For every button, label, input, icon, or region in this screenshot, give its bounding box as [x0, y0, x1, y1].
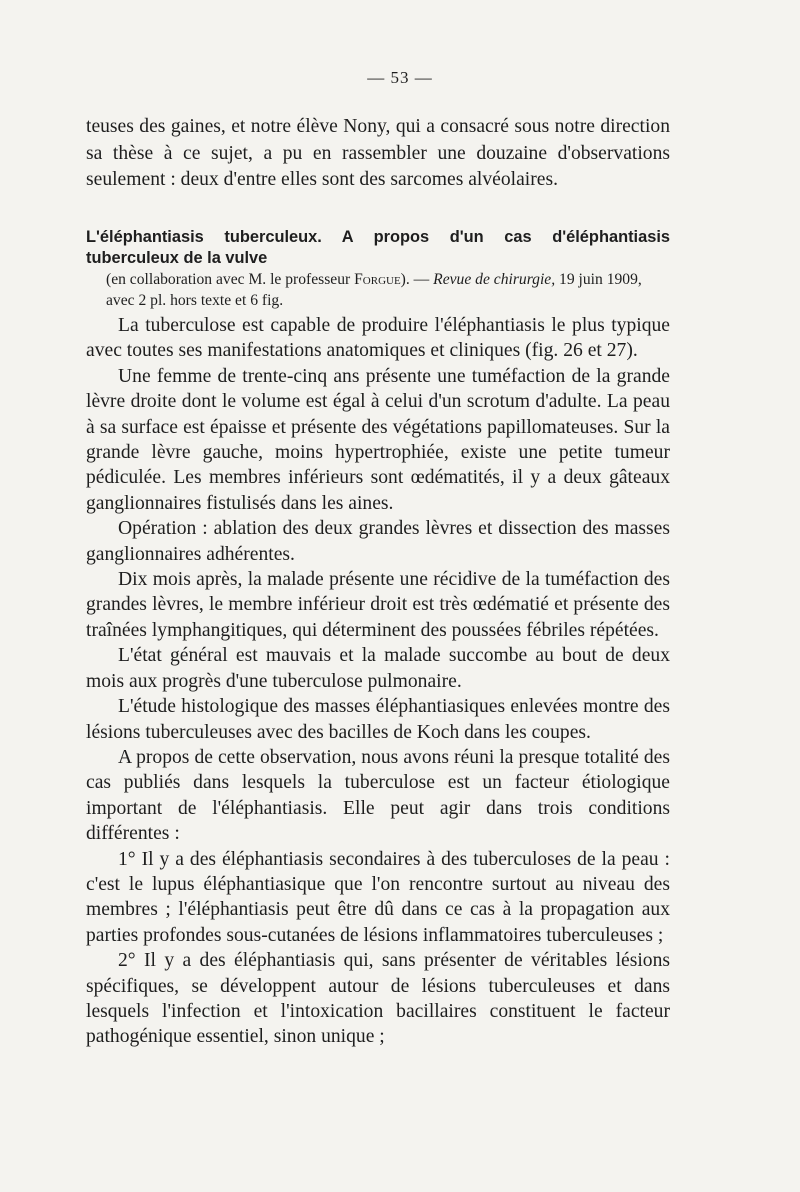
paragraph: Une femme de trente-cinq ans présente une tuméfaction de la grande lèvre droite dont le volume est égal à celui d'un scrotum d'adulte. La peau à sa surface est épaisse et présente des végétations papillomateuses. Sur la grande lèvre gauche, moins hypertrophiée, existe une petite tumeur pédiculée. Les membres inférieurs sont œdématités, il y a deux gâteaux ganglionnaires fistulisés dans les aines. — [86, 365, 670, 514]
reference-sep: ). — — [400, 271, 430, 288]
paragraph: La tuberculose est capable de produire l'éléphantiasis le plus typique avec toutes ses manifestations anatomiques et cliniques (fig. 26 et 27). — [86, 315, 670, 362]
paragraph: A propos de cette observation, nous avons réuni la presque totalité des cas publiés dans lesquels la tuberculose est un facteur étiologique important de l'éléphantiasis. Elle peut agir dans trois conditions différentes : — [86, 746, 670, 845]
paragraph: L'état général est mauvais et la malade succombe au bout de deux mois aux progrès d'une tuberculose pulmonaire. — [86, 645, 670, 692]
body-text — [86, 313, 670, 1050]
paragraph: L'étude histologique des masses éléphantiasiques enlevées montre des lésions tuberculeuses avec des bacilles de Koch dans les coupes. — [86, 696, 670, 743]
paragraph: Dix mois après, la malade présente une récidive de la tuméfaction des grandes lèvres, le membre inférieur droit est très œdématié et présente des traînées lymphangitiques, qui déterminent des poussées fébriles répétées. — [86, 569, 670, 641]
reference-title: L'éléphantiasis tuberculeux. A propos d'un cas d'éléphantiasis tuberculeux de la vulve — [86, 228, 670, 267]
reference-collab: (en collaboration avec M. le professeur — [106, 271, 351, 288]
intro-section — [86, 114, 670, 194]
paragraph: Opération : ablation des deux grandes lèvres et dissection des masses ganglionnaires adhérentes. — [86, 518, 670, 565]
reference-author: Forgue — [354, 271, 401, 288]
page-number: — 53 — — [367, 68, 433, 87]
reference-entry — [86, 227, 670, 311]
paragraph: 2° Il y a des éléphantiasis qui, sans présenter de véritables lésions spécifiques, se développent autour de lésions tuberculeuses et dans lesquels l'infection et l'intoxication bacillaires constituent le facteur pathogénique essentiel, sinon unique ; — [86, 950, 670, 1048]
reference-details — [106, 269, 670, 311]
intro-paragraph: teuses des gaines, et notre élève Nony, qui a consacré sous notre direction sa thèse à ce sujet, a pu en rassembler une douzaine d'observations seulement : deux d'entre elles sont des sarcomes alvéolaires. — [86, 116, 670, 190]
reference-journal: Revue de chirurgie, — [433, 271, 556, 288]
reference-pubinfo: 19 juin 1909, avec 2 pl. hors texte et 6 fig. — [106, 271, 642, 309]
paragraph: 1° Il y a des éléphantiasis secondaires à des tuberculoses de la peau : c'est le lupus éléphantiasique que l'on rencontre surtout au niveau des membres ; l'éléphantiasis peut être dû dans ce cas à la propagation aux parties profondes sous-cutanées de lésions inflammatoires tuberculeuses ; — [86, 848, 670, 946]
